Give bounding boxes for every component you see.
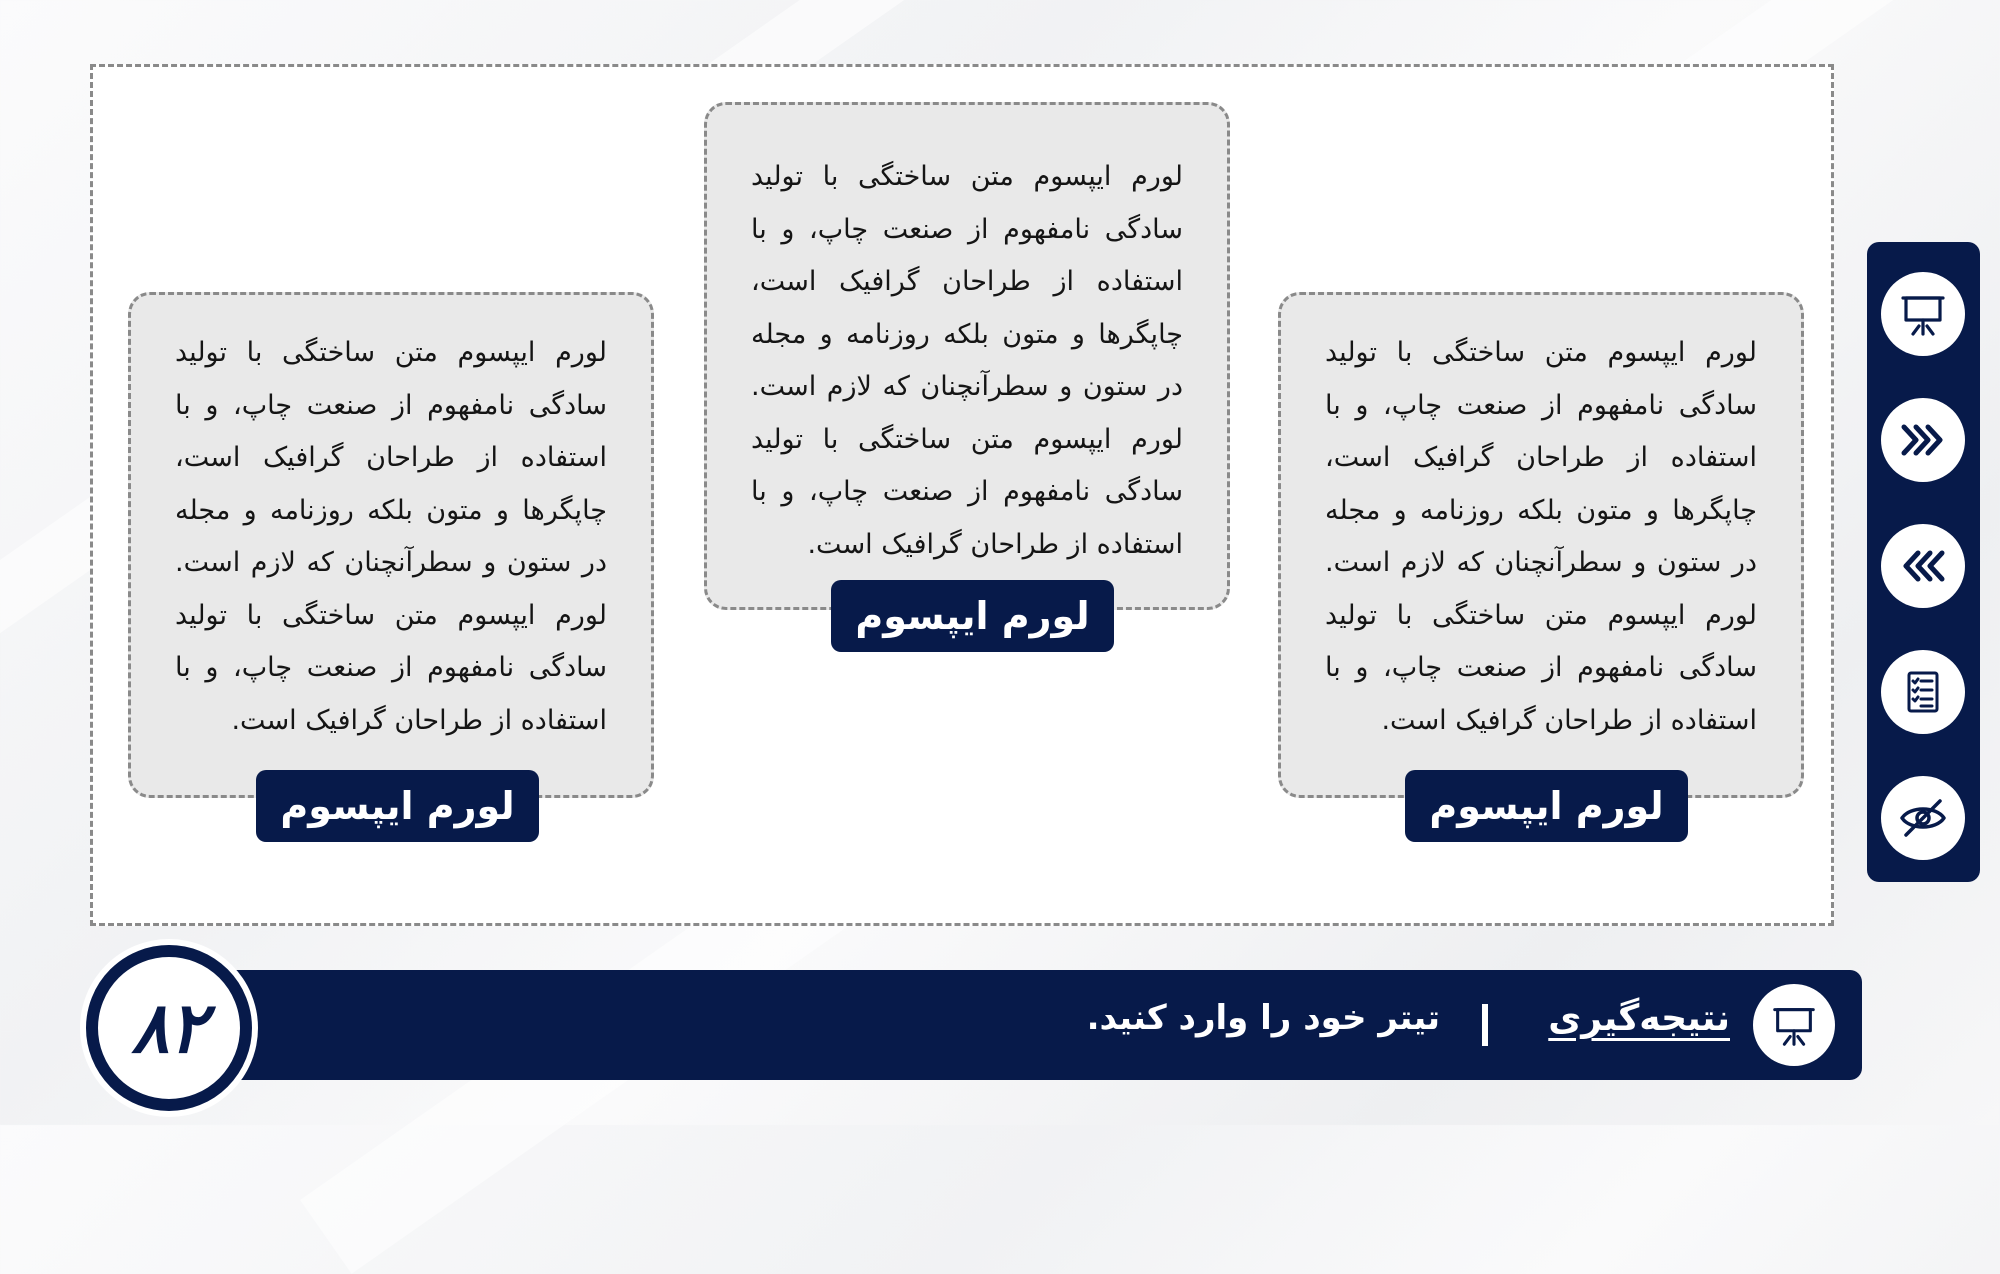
- card-center: [704, 102, 1230, 610]
- card-left: [128, 292, 654, 798]
- card-right: [1278, 292, 1804, 798]
- side-rail: [1867, 242, 1980, 882]
- checklist-icon[interactable]: [1881, 650, 1965, 734]
- section-title-link[interactable]: نتیجه‌گیری: [1548, 998, 1730, 1039]
- card-left-body: لورم ایپسوم متن ساختگی با تولید سادگی نامفهوم از صنعت چاپ، و با استفاده از طراحان گرافیک است، چاپگرها و متون بلکه روزنامه و مجله در ستون و سطرآنچنان که لازم است. لورم ایپسوم متن ساختگی با تولید سادگی نامفهوم از صنعت چاپ، و با استفاده از طراحان گرافیک است.: [175, 337, 607, 736]
- chevrons-left-icon[interactable]: [1881, 524, 1965, 608]
- page-number: ۸۲: [131, 987, 207, 1069]
- presentation-board-icon[interactable]: [1753, 984, 1835, 1066]
- card-right-body: لورم ایپسوم متن ساختگی با تولید سادگی نامفهوم از صنعت چاپ، و با استفاده از طراحان گرافیک است، چاپگرها و متون بلکه روزنامه و مجله در ستون و سطرآنچنان که لازم است. لورم ایپسوم متن ساختگی با تولید سادگی نامفهوم از صنعت چاپ، و با استفاده از طراحان گرافیک است.: [1325, 337, 1757, 736]
- presentation-board-icon[interactable]: [1881, 272, 1965, 356]
- eye-off-icon[interactable]: [1881, 776, 1965, 860]
- card-center-label[interactable]: لورم ایپسوم: [831, 580, 1114, 652]
- title-separator: [1482, 1004, 1488, 1046]
- card-center-body: لورم ایپسوم متن ساختگی با تولید سادگی نامفهوم از صنعت چاپ، و با استفاده از طراحان گرافیک است، چاپگرها و متون بلکه روزنامه و مجله در ستون و سطرآنچنان که لازم است. لورم ایپسوم متن ساختگی با تولید سادگی نامفهوم از صنعت چاپ، و با استفاده از طراحان گرافیک است.: [751, 161, 1183, 560]
- card-left-label[interactable]: لورم ایپسوم: [256, 770, 539, 842]
- chevrons-right-icon[interactable]: [1881, 398, 1965, 482]
- page-number-badge: [86, 945, 252, 1111]
- card-right-label[interactable]: لورم ایپسوم: [1405, 770, 1688, 842]
- subtitle-input[interactable]: تیتر خود را وارد کنید.: [1086, 998, 1440, 1038]
